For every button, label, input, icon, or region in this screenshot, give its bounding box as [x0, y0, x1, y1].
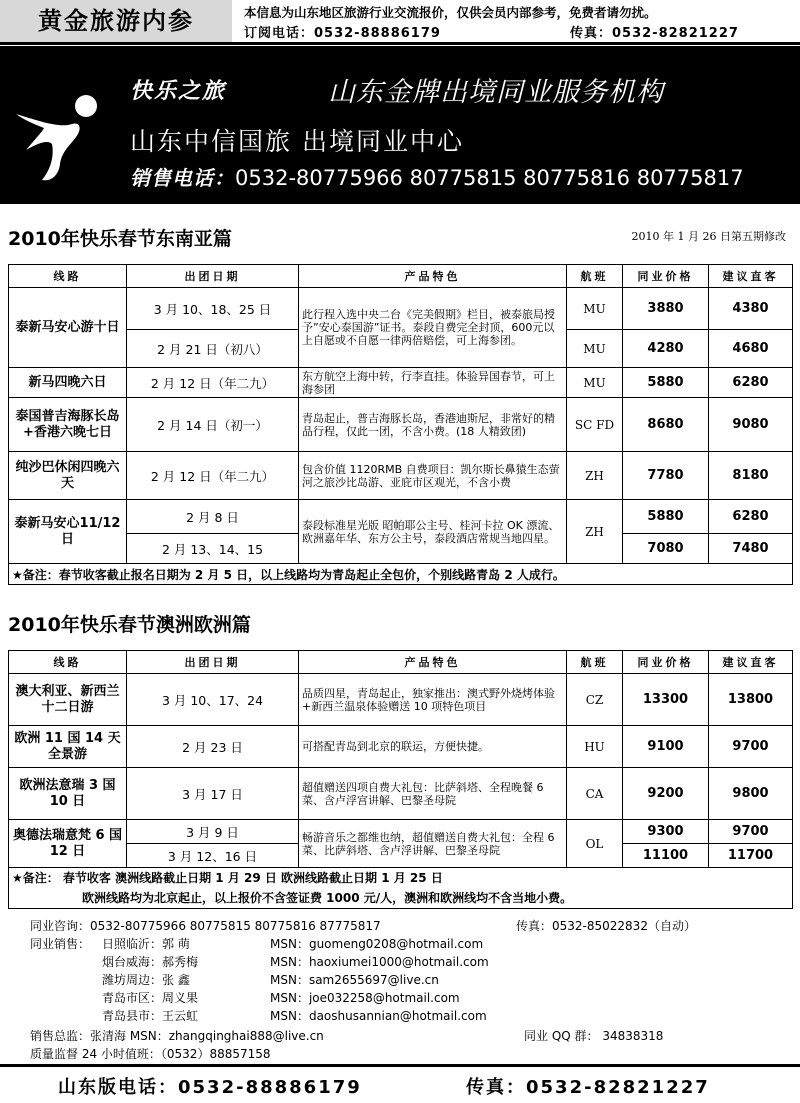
table-row	[9, 726, 793, 768]
retail-price: 4380	[709, 288, 793, 330]
eu-price-table	[8, 650, 793, 909]
slogan: 快乐之旅	[130, 79, 227, 104]
trade-price: 9100	[623, 726, 709, 768]
footer-phone: 山东版电话：0532-88886179	[58, 1077, 362, 1098]
trade-price: 11100	[623, 844, 709, 868]
trade-price: 8680	[623, 398, 709, 452]
retail-price: 9700	[709, 820, 793, 844]
revision-date: 2010 年 1 月 26 日第五期修改	[631, 230, 786, 243]
route-name: 纯沙巴休闲四晚六天	[9, 452, 127, 500]
company-name: 山东中信国旅 出境同业中心	[130, 127, 464, 156]
eu-note	[9, 868, 793, 909]
sea-section-title: 2010年快乐春节东南亚篇	[8, 228, 232, 250]
col-header-feature: 产品特色	[299, 651, 567, 674]
col-header-flight: 航班	[567, 265, 623, 288]
flight-code: MU	[567, 330, 623, 368]
product-feature: 青岛起止，普吉海豚长岛，香港迪斯尼，非常好的精品行程，仅此一团，不含小费。(18 人精致团)	[299, 398, 567, 452]
product-feature: 此行程入选中央二台《完美假期》栏目，被泰旅局授予”安心泰国游”证书。泰段自费完全封顶，600元以上自愿或不自愿一律两倍赔偿，可上海参团。	[299, 288, 567, 368]
rep-region: 日照临沂：郭 萌	[102, 937, 190, 951]
product-feature: 畅游音乐之都维也纳，超值赠送自费大礼包：全程 6 菜、比萨斜塔、含卢浮讲解、巴黎圣母院	[299, 820, 567, 868]
rep-msn: MSN：sam2655697@live.cn	[270, 973, 439, 987]
trade-price: 5880	[623, 368, 709, 398]
table-row	[9, 564, 793, 585]
table-header-row	[9, 265, 793, 288]
departure-date: 2 月 12 日（年二九）	[127, 368, 299, 398]
table-row	[9, 368, 793, 398]
departure-date: 2 月 14 日（初一）	[127, 398, 299, 452]
route-name: 奥德法瑞意梵 6 国 12 日	[9, 820, 127, 868]
route-name: 欧洲 11 国 14 天全景游	[9, 726, 127, 768]
bottom-footer	[0, 1064, 800, 1103]
retail-price: 13800	[709, 674, 793, 726]
rep-region: 青岛县市：王云虹	[102, 1009, 199, 1023]
product-feature: 包含价值 1120RMB 自费项目：凯尔斯长鼻猿生态萤河之旅沙比岛游、亚庇市区观光，不含小费	[299, 452, 567, 500]
sales-director: 销售总监：张清海 MSN：zhangqinghai888@live.cn	[30, 1029, 324, 1043]
retail-price: 9700	[709, 726, 793, 768]
col-header-price: 同业价格	[623, 265, 709, 288]
trade-price: 9300	[623, 820, 709, 844]
route-name: 新马四晚六日	[9, 368, 127, 398]
route-name: 泰新马安心游十日	[9, 288, 127, 368]
flight-code: ZH	[567, 500, 623, 564]
retail-price: 9800	[709, 768, 793, 820]
retail-price: 4680	[709, 330, 793, 368]
flight-code: CZ	[567, 674, 623, 726]
tagline: 山东金牌出境同业服务机构	[328, 77, 664, 108]
retail-price: 8180	[709, 452, 793, 500]
table-row	[9, 398, 793, 452]
retail-price: 6280	[709, 368, 793, 398]
flight-code: ZH	[567, 452, 623, 500]
retail-price: 9080	[709, 398, 793, 452]
col-header-route: 线路	[9, 265, 127, 288]
col-header-feature: 产品特色	[299, 265, 567, 288]
publication-name: 黄金旅游内参	[0, 0, 232, 42]
col-header-date: 出团日期	[127, 651, 299, 674]
trade-price: 7080	[623, 534, 709, 564]
product-feature: 东方航空上海中转，行李直挂。体验异国春节，可上海参团	[299, 368, 567, 398]
route-name: 澳大利亚、新西兰十二日游	[9, 674, 127, 726]
sales-numbers: 0532-80775966 80775815 80775816 80775817	[235, 166, 744, 190]
footer-fax: 传真：0532-82821227	[466, 1077, 710, 1098]
table-row	[9, 768, 793, 820]
col-header-flight: 航班	[567, 651, 623, 674]
table-row	[9, 868, 793, 909]
retail-price: 7480	[709, 534, 793, 564]
trade-price: 3880	[623, 288, 709, 330]
flight-code: MU	[567, 288, 623, 330]
trade-price: 9200	[623, 768, 709, 820]
col-header-date: 出团日期	[127, 265, 299, 288]
departure-date: 2 月 13、14、15	[127, 534, 299, 564]
sea-price-table	[8, 264, 793, 585]
departure-date: 3 月 12、16 日	[127, 844, 299, 868]
sales-label: 销售电话：	[130, 166, 235, 190]
departure-date: 3 月 10、18、25 日	[127, 288, 299, 330]
departure-date: 2 月 21 日（初八）	[127, 330, 299, 368]
retail-price: 11700	[709, 844, 793, 868]
departure-date: 3 月 9 日	[127, 820, 299, 844]
col-header-retail: 建议直客	[709, 265, 793, 288]
departure-date: 3 月 17 日	[127, 768, 299, 820]
eu-note-line2: 欧洲线路均为北京起止，以上报价不含签证费 1000 元/人，澳洲和欧洲线均不含当地小费。	[82, 891, 573, 905]
consult-line: 同业咨询：0532-80775966 80775815 80775816 87775817	[30, 919, 381, 933]
rep-region: 烟台威海：郝秀梅	[102, 955, 199, 969]
sea-note: ★备注：春节收客截止报名日期为 2 月 5 日，以上线路均为青岛起止全包价，个别线路青岛 2 人成行。	[9, 564, 793, 585]
quality-hotline: 质量监督 24 小时值班：（0532）88857158	[30, 1047, 271, 1061]
sales-label: 同业销售：	[30, 937, 91, 951]
running-person-logo-icon	[12, 84, 112, 184]
departure-date: 2 月 23 日	[127, 726, 299, 768]
rep-msn: MSN：haoxiumei1000@hotmail.com	[270, 955, 489, 969]
table-row	[9, 500, 793, 534]
trade-price: 5880	[623, 500, 709, 534]
top-header	[0, 0, 800, 45]
rep-region: 青岛市区：周义果	[102, 991, 199, 1005]
header-fax: 传真：0532-82821227	[570, 26, 739, 41]
product-feature: 可搭配青岛到北京的联运，方便快捷。	[299, 726, 567, 768]
subscribe-phone: 订阅电话：0532-88886179	[244, 26, 441, 41]
rep-msn: MSN：daoshusannian@hotmail.com	[270, 1009, 487, 1023]
product-feature: 超值赠送四项自费大礼包：比萨斜塔、全程晚餐 6 菜、含卢浮宫讲解、巴黎圣母院	[299, 768, 567, 820]
flight-code: HU	[567, 726, 623, 768]
consult-fax: 传真：0532-85022832（自动）	[516, 919, 696, 933]
col-header-price: 同业价格	[623, 651, 709, 674]
flight-code: OL	[567, 820, 623, 868]
table-row	[9, 452, 793, 500]
flight-code: MU	[567, 368, 623, 398]
sales-phone-line	[130, 162, 744, 191]
product-feature: 泰段标准星光版 昭帕耶公主号、桂河卡拉 OK 漂流、欧洲嘉年华、东方公主号，泰段酒店常规当地四星。	[299, 500, 567, 564]
rep-msn: MSN：joe032258@hotmail.com	[270, 991, 460, 1005]
trade-price: 4280	[623, 330, 709, 368]
route-name: 泰新马安心11/12日	[9, 500, 127, 564]
departure-date: 2 月 12 日（年二九）	[127, 452, 299, 500]
retail-price: 6280	[709, 500, 793, 534]
flight-code: CA	[567, 768, 623, 820]
rep-msn: MSN：guomeng0208@hotmail.com	[270, 937, 484, 951]
eu-note-line1: ★备注： 春节收客 澳洲线路截止日期 1 月 29 日 欧洲线路截止日期 1 月 25 日	[12, 871, 443, 885]
route-name: 欧洲法意瑞 3 国 10 日	[9, 768, 127, 820]
col-header-route: 线路	[9, 651, 127, 674]
flight-code: SC FD	[567, 398, 623, 452]
qq-group: 同业 QQ 群： 34838318	[524, 1029, 664, 1043]
eu-section-title: 2010年快乐春节澳洲欧洲篇	[8, 614, 251, 636]
table-row	[9, 288, 793, 330]
table-row	[9, 674, 793, 726]
departure-date: 3 月 10、17、24	[127, 674, 299, 726]
product-feature: 品质四星，青岛起止，独家推出：澳式野外烧烤体验+新西兰温泉体验赠送 10 项特色项目	[299, 674, 567, 726]
company-banner	[0, 46, 800, 204]
col-header-retail: 建议直客	[709, 651, 793, 674]
rep-region: 潍坊周边：张 鑫	[102, 973, 190, 987]
route-name: 泰国普吉海豚长岛+香港六晚七日	[9, 398, 127, 452]
table-row	[9, 820, 793, 844]
trade-price: 13300	[623, 674, 709, 726]
table-header-row	[9, 651, 793, 674]
header-notice: 本信息为山东地区旅游行业交流报价，仅供会员内部参考，免费者请勿扰。	[244, 5, 657, 20]
trade-price: 7780	[623, 452, 709, 500]
departure-date: 2 月 8 日	[127, 500, 299, 534]
